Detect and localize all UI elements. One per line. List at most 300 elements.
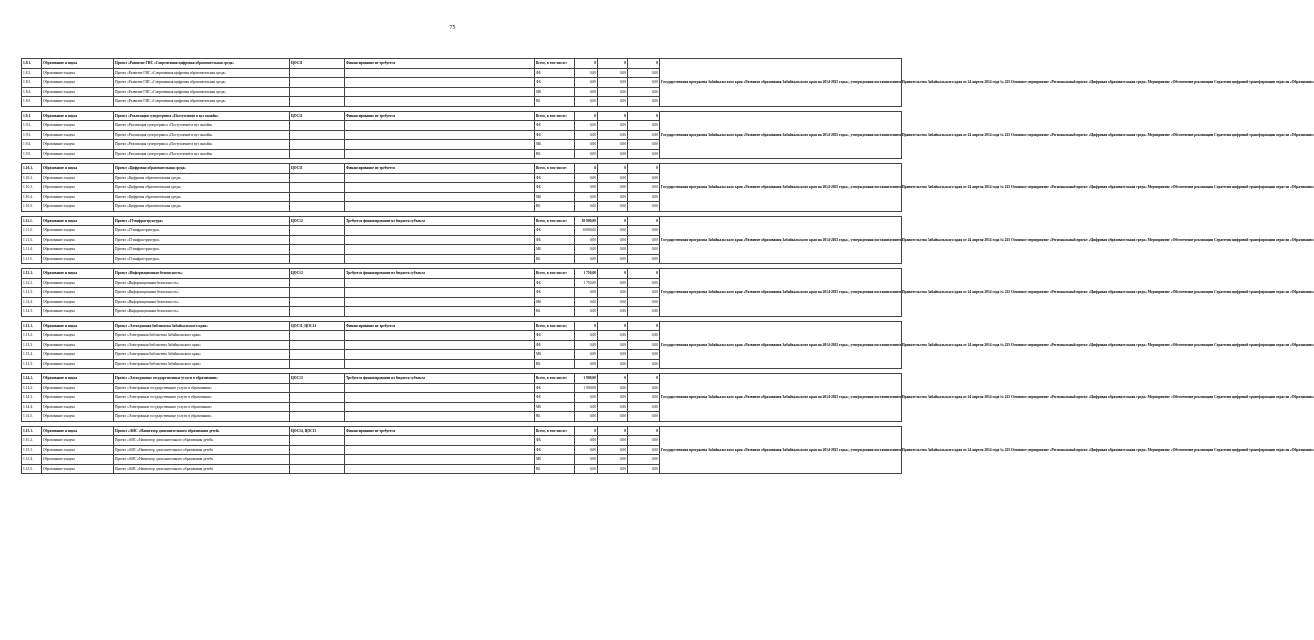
project-cell: Проект «Цифровая образовательная среда» <box>114 202 290 212</box>
area-cell: Образование и наука <box>42 359 114 369</box>
row-number-cell: 1.9.1. <box>22 111 42 121</box>
value-2024-cell: 0 <box>628 269 660 279</box>
project-cell: Проект «Цифровая образовательная среда» <box>114 164 290 174</box>
area-cell: Образование и наука <box>42 445 114 455</box>
value-2022-cell: 1 750,00 <box>575 269 598 279</box>
row-number-cell: 1.8.1. <box>22 59 42 69</box>
value-2023-cell: 0,00 <box>598 307 628 317</box>
code-cell: ЦОС14, ЦОС15 <box>290 426 345 436</box>
program-note-cell: Государственная программа Забайкальского края «Развитие образования Забайкальского края на 2014-2025 годы», утвержденная постановлением Правительства Забайкальского края от 24 апреля 2014 года № 225 Основное мероприятие «Региональный проект «Цифровая образовательная среда» Мероприятие «Обеспечение реализации Стратегии цифровой трансформации отрасли «Образование» <box>660 321 902 369</box>
row-number-cell: 1.12.4. <box>22 297 42 307</box>
value-2023-cell: 0,00 <box>598 226 628 236</box>
source-cell: ФБ <box>535 226 575 236</box>
row-number-cell: 1.9.3. <box>22 130 42 140</box>
row-number-cell: 1.15.4. <box>22 455 42 465</box>
row-number-cell: 1.9.5. <box>22 149 42 159</box>
code-cell <box>290 173 345 183</box>
source-cell: МБ <box>535 350 575 360</box>
source-cell: ВБ <box>535 202 575 212</box>
value-2022-cell: 0,00 <box>575 393 598 403</box>
area-cell: Образование и наука <box>42 235 114 245</box>
project-cell: Проект «Электронная библиотека Забайкальского края» <box>114 331 290 341</box>
value-2022-cell: 0,00 <box>575 350 598 360</box>
value-2024-cell: 0,00 <box>628 235 660 245</box>
row-number-cell: 1.12.5. <box>22 307 42 317</box>
financing-cell <box>345 130 535 140</box>
source-cell: ФБ <box>535 78 575 88</box>
value-2022-cell: 1 900,00 <box>575 383 598 393</box>
value-2024-cell: 0,00 <box>628 464 660 474</box>
source-cell: Всего, в том числе: <box>535 321 575 331</box>
value-2022-cell: 0 <box>575 111 598 121</box>
value-2023-cell: 0,00 <box>598 359 628 369</box>
code-cell <box>290 183 345 193</box>
code-cell <box>290 402 345 412</box>
value-2023-cell: 0 <box>598 59 628 69</box>
value-2024-cell: 0 <box>628 164 660 174</box>
code-cell <box>290 68 345 78</box>
area-cell: Образование и наука <box>42 383 114 393</box>
project-cell: Проект «Развитие ГИС «Современная цифровая образовательная среда» <box>114 87 290 97</box>
code-cell <box>290 202 345 212</box>
value-2024-cell: 0,00 <box>628 140 660 150</box>
project-cell: Проект «Цифровая образовательная среда» <box>114 183 290 193</box>
value-2022-cell: 0,00 <box>575 68 598 78</box>
value-2024-cell: 0,00 <box>628 331 660 341</box>
value-2023-cell: 0,00 <box>598 340 628 350</box>
project-cell: Проект «АИС «Навигатор дополнительного образования детей» <box>114 436 290 446</box>
source-cell: Всего, в том числе: <box>535 374 575 384</box>
row-number-cell: 1.8.3. <box>22 78 42 88</box>
financing-cell <box>345 202 535 212</box>
value-2022-cell: 1 900,00 <box>575 374 598 384</box>
row-number-cell: 1.8.5. <box>22 97 42 107</box>
value-2024-cell: 0,00 <box>628 97 660 107</box>
row-number-cell: 1.10.5. <box>22 202 42 212</box>
table-row <box>22 59 902 69</box>
area-cell: Образование и наука <box>42 183 114 193</box>
project-cell: Проект «Информационная безопасность» <box>114 307 290 317</box>
source-cell: ФБ <box>535 383 575 393</box>
value-2022-cell: 0,00 <box>575 173 598 183</box>
value-2023-cell: 0,00 <box>598 393 628 403</box>
value-2024-cell: 0 <box>628 216 660 226</box>
financing-cell <box>345 464 535 474</box>
value-2023-cell: 0,00 <box>598 412 628 422</box>
source-cell: ВБ <box>535 412 575 422</box>
row-number-cell: 1.15.5. <box>22 464 42 474</box>
value-2024-cell: 0,00 <box>628 455 660 465</box>
code-cell <box>290 297 345 307</box>
source-cell: ФБ <box>535 173 575 183</box>
value-2023-cell: 0,00 <box>598 140 628 150</box>
source-cell: МБ <box>535 87 575 97</box>
area-cell: Образование и наука <box>42 140 114 150</box>
source-cell: МБ <box>535 140 575 150</box>
value-2023-cell: 0,00 <box>598 235 628 245</box>
area-cell: Образование и наука <box>42 216 114 226</box>
code-cell: ЦОС12 <box>290 216 345 226</box>
project-cell: Проект «Информационная безопасность» <box>114 297 290 307</box>
source-cell: ФБ <box>535 393 575 403</box>
source-cell: ФБ <box>535 68 575 78</box>
value-2023-cell: 0,00 <box>598 149 628 159</box>
value-2022-cell: 0 <box>575 426 598 436</box>
project-cell: Проект «Реализация суперсервиса «Поступление в вуз онлайн» <box>114 111 290 121</box>
value-2023-cell: 0,00 <box>598 331 628 341</box>
value-2022-cell: 0,00 <box>575 288 598 298</box>
financing-cell <box>345 245 535 255</box>
value-2023-cell: 0,00 <box>598 87 628 97</box>
value-2023-cell: 0,00 <box>598 202 628 212</box>
area-cell: Образование и наука <box>42 321 114 331</box>
value-2024-cell: 0,00 <box>628 192 660 202</box>
project-cell: Проект «Электронные государственные услуги в образовании» <box>114 412 290 422</box>
financing-cell <box>345 68 535 78</box>
value-2022-cell: 0,00 <box>575 149 598 159</box>
value-2022-cell: 0,00 <box>575 359 598 369</box>
financing-cell <box>345 173 535 183</box>
value-2024-cell: 0,00 <box>628 173 660 183</box>
value-2023-cell: 0,00 <box>598 245 628 255</box>
financing-cell <box>345 235 535 245</box>
code-cell <box>290 87 345 97</box>
code-cell <box>290 149 345 159</box>
program-note-cell: Государственная программа Забайкальского края «Развитие образования Забайкальского края на 2014-2025 годы», утвержденная постановлением Правительства Забайкальского края от 24 апреля 2014 года № 225 Основное мероприятие «Региональный проект «Цифровая образовательная среда» Мероприятие «Обеспечение реализации Стратегии цифровой трансформации отрасли «Образование» <box>660 164 902 212</box>
area-cell: Образование и наука <box>42 269 114 279</box>
code-cell <box>290 278 345 288</box>
code-cell <box>290 307 345 317</box>
area-cell: Образование и наука <box>42 297 114 307</box>
row-number-cell: 1.14.5. <box>22 412 42 422</box>
table-row <box>22 164 902 174</box>
source-cell: ВБ <box>535 464 575 474</box>
source-cell: Всего, в том числе: <box>535 111 575 121</box>
source-cell: ФБ <box>535 130 575 140</box>
area-cell: Образование и наука <box>42 226 114 236</box>
value-2024-cell: 0,00 <box>628 340 660 350</box>
table-row <box>22 374 902 384</box>
row-number-cell: 1.11.1. <box>22 216 42 226</box>
value-2023-cell: 0,00 <box>598 464 628 474</box>
value-2022-cell: 10000,00 <box>575 226 598 236</box>
value-2024-cell: 0,00 <box>628 78 660 88</box>
area-cell: Образование и наука <box>42 87 114 97</box>
value-2024-cell: 0,00 <box>628 297 660 307</box>
area-cell: Образование и наука <box>42 192 114 202</box>
program-note-cell: Государственная программа Забайкальского края «Развитие образования Забайкальского края на 2014-2025 годы», утвержденная постановлением Правительства Забайкальского края от 24 апреля 2014 года № 225 Основное мероприятие «Региональный проект «Цифровая образовательная среда» Мероприятие «Обеспечение реализации Стратегии цифровой трансформации отрасли «Образование» <box>660 426 902 474</box>
value-2024-cell: 0,00 <box>628 226 660 236</box>
value-2023-cell: 0,00 <box>598 402 628 412</box>
value-2023-cell: 0 <box>598 321 628 331</box>
row-number-cell: 1.10.2. <box>22 173 42 183</box>
value-2023-cell: 0 <box>598 216 628 226</box>
financing-cell <box>345 402 535 412</box>
value-2022-cell: 0,00 <box>575 464 598 474</box>
value-2024-cell: 0,00 <box>628 307 660 317</box>
row-number-cell: 1.10.1. <box>22 164 42 174</box>
source-cell: МБ <box>535 402 575 412</box>
value-2024-cell: 0,00 <box>628 288 660 298</box>
row-number-cell: 1.13.2. <box>22 331 42 341</box>
value-2023-cell: 0,00 <box>598 350 628 360</box>
source-cell: Всего, в том числе: <box>535 216 575 226</box>
area-cell: Образование и наука <box>42 455 114 465</box>
project-cell: Проект «Информационная безопасность» <box>114 269 290 279</box>
value-2022-cell: 10 000,00 <box>575 216 598 226</box>
project-cell: Проект «Информационная безопасность» <box>114 278 290 288</box>
value-2023-cell: 0,00 <box>598 297 628 307</box>
code-cell <box>290 235 345 245</box>
code-cell <box>290 121 345 131</box>
financing-cell <box>345 307 535 317</box>
code-cell <box>290 393 345 403</box>
source-cell: ВБ <box>535 307 575 317</box>
row-number-cell: 1.12.1. <box>22 269 42 279</box>
value-2022-cell: 0 <box>575 164 598 174</box>
project-cell: Проект «Реализация суперсервиса «Поступление в вуз онлайн» <box>114 149 290 159</box>
area-cell: Образование и наука <box>42 121 114 131</box>
value-2023-cell: 0,00 <box>598 445 628 455</box>
area-cell: Образование и наука <box>42 288 114 298</box>
value-2024-cell: 0,00 <box>628 254 660 264</box>
financing-cell <box>345 288 535 298</box>
project-cell: Проект «IT-инфраструктура» <box>114 254 290 264</box>
project-cell: Проект «Развитие ГИС «Современная цифровая образовательная среда» <box>114 97 290 107</box>
code-cell <box>290 97 345 107</box>
value-2023-cell: 0,00 <box>598 68 628 78</box>
financing-cell: Финансирование не требуется <box>345 426 535 436</box>
row-number-cell: 1.11.3. <box>22 235 42 245</box>
value-2024-cell: 0,00 <box>628 359 660 369</box>
source-cell: ВБ <box>535 149 575 159</box>
financing-cell <box>345 192 535 202</box>
code-cell <box>290 140 345 150</box>
source-cell: ФБ <box>535 183 575 193</box>
financing-cell <box>345 331 535 341</box>
value-2024-cell: 0,00 <box>628 121 660 131</box>
value-2022-cell: 0 <box>575 59 598 69</box>
project-cell: Проект «Цифровая образовательная среда» <box>114 173 290 183</box>
financing-cell <box>345 278 535 288</box>
value-2022-cell: 0,00 <box>575 140 598 150</box>
code-cell: ЦОС11 <box>290 111 345 121</box>
code-cell <box>290 383 345 393</box>
value-2022-cell: 0,00 <box>575 455 598 465</box>
code-cell <box>290 78 345 88</box>
source-cell: ФБ <box>535 436 575 446</box>
financing-cell <box>345 297 535 307</box>
code-cell <box>290 436 345 446</box>
value-2023-cell: 0,00 <box>598 254 628 264</box>
value-2024-cell: 0,00 <box>628 149 660 159</box>
project-cell: Проект «Электронная библиотека Забайкальского края» <box>114 350 290 360</box>
value-2022-cell: 0 <box>575 321 598 331</box>
code-cell <box>290 445 345 455</box>
code-cell <box>290 350 345 360</box>
source-cell: Всего, в том числе: <box>535 269 575 279</box>
area-cell: Образование и наука <box>42 97 114 107</box>
project-cell: Проект «Информационная безопасность» <box>114 288 290 298</box>
value-2022-cell: 0,00 <box>575 245 598 255</box>
financing-cell <box>345 436 535 446</box>
source-cell: ФБ <box>535 340 575 350</box>
page-number: 75 <box>449 25 456 31</box>
value-2022-cell: 0,00 <box>575 235 598 245</box>
value-2024-cell: 0,00 <box>628 130 660 140</box>
table-row <box>22 269 902 279</box>
row-number-cell: 1.14.1. <box>22 374 42 384</box>
value-2022-cell: 1 750,00 <box>575 278 598 288</box>
value-2023-cell: 0,00 <box>598 173 628 183</box>
value-2024-cell: 0 <box>628 374 660 384</box>
project-cell: Проект «Реализация суперсервиса «Поступление в вуз онлайн» <box>114 130 290 140</box>
source-cell: МБ <box>535 245 575 255</box>
financing-cell <box>345 393 535 403</box>
value-2022-cell: 0,00 <box>575 121 598 131</box>
row-number-cell: 1.8.4. <box>22 87 42 97</box>
value-2022-cell: 0,00 <box>575 183 598 193</box>
area-cell: Образование и наука <box>42 278 114 288</box>
value-2022-cell: 0,00 <box>575 412 598 422</box>
project-cell: Проект «Развитие ГИС «Современная цифровая образовательная среда» <box>114 68 290 78</box>
code-cell <box>290 226 345 236</box>
value-2023-cell: 0,00 <box>598 192 628 202</box>
project-cell: Проект «АИС «Навигатор дополнительного образования детей» <box>114 455 290 465</box>
table-row <box>22 321 902 331</box>
financing-cell: Финансирование не требуется <box>345 321 535 331</box>
program-note-cell: Государственная программа Забайкальского края «Развитие образования Забайкальского края на 2014-2025 годы», утвержденная постановлением Правительства Забайкальского края от 24 апреля 2014 года № 225 Основное мероприятие «Региональный проект «Цифровая образовательная среда» Мероприятие «Обеспечение реализации Стратегии цифровой трансформации отрасли «Образование» <box>660 374 902 422</box>
area-cell: Образование и наука <box>42 164 114 174</box>
code-cell: ЦОС11 <box>290 59 345 69</box>
financing-cell: Требуется финансирование из бюджета субъекта <box>345 269 535 279</box>
value-2023-cell: 0,00 <box>598 383 628 393</box>
value-2023-cell: 0,00 <box>598 455 628 465</box>
project-cell: Проект «Цифровая образовательная среда» <box>114 192 290 202</box>
value-2024-cell: 0,00 <box>628 68 660 78</box>
financing-cell <box>345 445 535 455</box>
code-cell <box>290 340 345 350</box>
row-number-cell: 1.14.4. <box>22 402 42 412</box>
value-2022-cell: 0,00 <box>575 87 598 97</box>
area-cell: Образование и наука <box>42 393 114 403</box>
value-2024-cell: 0,00 <box>628 445 660 455</box>
project-cell: Проект «Развитие ГИС «Современная цифровая образовательная среда» <box>114 78 290 88</box>
financing-cell: Требуется финансирование из бюджета субъекта <box>345 216 535 226</box>
value-2022-cell: 0,00 <box>575 340 598 350</box>
value-2023-cell: 0 <box>598 164 628 174</box>
value-2022-cell: 0,00 <box>575 78 598 88</box>
value-2023-cell: 0,00 <box>598 183 628 193</box>
value-2023-cell: 0 <box>598 426 628 436</box>
value-2024-cell: 0,00 <box>628 393 660 403</box>
row-number-cell: 1.8.2. <box>22 68 42 78</box>
row-number-cell: 1.11.4. <box>22 245 42 255</box>
value-2024-cell: 0 <box>628 426 660 436</box>
area-cell: Образование и наука <box>42 78 114 88</box>
row-number-cell: 1.13.1. <box>22 321 42 331</box>
source-cell: ФБ <box>535 278 575 288</box>
area-cell: Образование и наука <box>42 149 114 159</box>
project-cell: Проект «IT-инфраструктура» <box>114 216 290 226</box>
row-number-cell: 1.11.5. <box>22 254 42 264</box>
source-cell: ФБ <box>535 235 575 245</box>
source-cell: Всего, в том числе: <box>535 164 575 174</box>
financing-cell <box>345 183 535 193</box>
source-cell: ВБ <box>535 359 575 369</box>
source-cell: ФБ <box>535 121 575 131</box>
financing-cell <box>345 359 535 369</box>
financing-cell <box>345 412 535 422</box>
row-number-cell: 1.13.4. <box>22 350 42 360</box>
project-cell: Проект «Электронная библиотека Забайкальского края» <box>114 340 290 350</box>
row-number-cell: 1.14.2. <box>22 383 42 393</box>
row-number-cell: 1.9.4. <box>22 140 42 150</box>
row-number-cell: 1.13.3. <box>22 340 42 350</box>
value-2024-cell: 0,00 <box>628 350 660 360</box>
value-2022-cell: 0,00 <box>575 254 598 264</box>
area-cell: Образование и наука <box>42 374 114 384</box>
code-cell: ЦОС11, ЦОС12 <box>290 321 345 331</box>
value-2024-cell: 0 <box>628 59 660 69</box>
project-cell: Проект «IT-инфраструктура» <box>114 245 290 255</box>
row-number-cell: 1.15.2. <box>22 436 42 446</box>
code-cell <box>290 245 345 255</box>
value-2022-cell: 0,00 <box>575 202 598 212</box>
value-2022-cell: 0,00 <box>575 297 598 307</box>
financing-cell: Финансирование не требуется <box>345 59 535 69</box>
row-number-cell: 1.13.5. <box>22 359 42 369</box>
source-cell: МБ <box>535 297 575 307</box>
area-cell: Образование и наука <box>42 59 114 69</box>
project-cell: Проект «Реализация суперсервиса «Поступление в вуз онлайн» <box>114 121 290 131</box>
project-cell: Проект «Электронная библиотека Забайкальского края» <box>114 321 290 331</box>
financing-cell: Требуется финансирование из бюджета субъекта <box>345 374 535 384</box>
value-2024-cell: 0,00 <box>628 278 660 288</box>
project-cell: Проект «Электронные государственные услуги в образовании» <box>114 402 290 412</box>
area-cell: Образование и наука <box>42 307 114 317</box>
program-note-cell: Государственная программа Забайкальского края «Развитие образования Забайкальского края на 2014-2025 годы», утвержденная постановлением Правительства Забайкальского края от 24 апреля 2014 года № 225 Основное мероприятие «Региональный проект «Цифровая образовательная среда» Мероприятие «Обеспечение реализации Стратегии цифровой трансформации отрасли «Образование» <box>660 269 902 317</box>
row-number-cell: 1.12.3. <box>22 288 42 298</box>
financing-cell <box>345 350 535 360</box>
row-number-cell: 1.14.3. <box>22 393 42 403</box>
value-2023-cell: 0,00 <box>598 436 628 446</box>
code-cell <box>290 130 345 140</box>
source-cell: МБ <box>535 192 575 202</box>
project-cell: Проект «IT-инфраструктура» <box>114 235 290 245</box>
area-cell: Образование и наука <box>42 202 114 212</box>
code-cell <box>290 254 345 264</box>
source-cell: МБ <box>535 455 575 465</box>
area-cell: Образование и наука <box>42 436 114 446</box>
value-2024-cell: 0,00 <box>628 183 660 193</box>
value-2024-cell: 0,00 <box>628 202 660 212</box>
value-2022-cell: 0,00 <box>575 402 598 412</box>
financing-cell <box>345 87 535 97</box>
code-cell <box>290 288 345 298</box>
code-cell <box>290 464 345 474</box>
table-row <box>22 111 902 121</box>
row-number-cell: 1.9.2. <box>22 121 42 131</box>
financing-cell <box>345 149 535 159</box>
project-cell: Проект «АИС «Навигатор дополнительного образования детей» <box>114 445 290 455</box>
row-number-cell: 1.12.2. <box>22 278 42 288</box>
area-cell: Образование и наука <box>42 350 114 360</box>
area-cell: Образование и наука <box>42 173 114 183</box>
value-2022-cell: 0,00 <box>575 331 598 341</box>
financing-cell: Финансирование не требуется <box>345 111 535 121</box>
project-cell: Проект «Электронные государственные услуги в образовании» <box>114 374 290 384</box>
